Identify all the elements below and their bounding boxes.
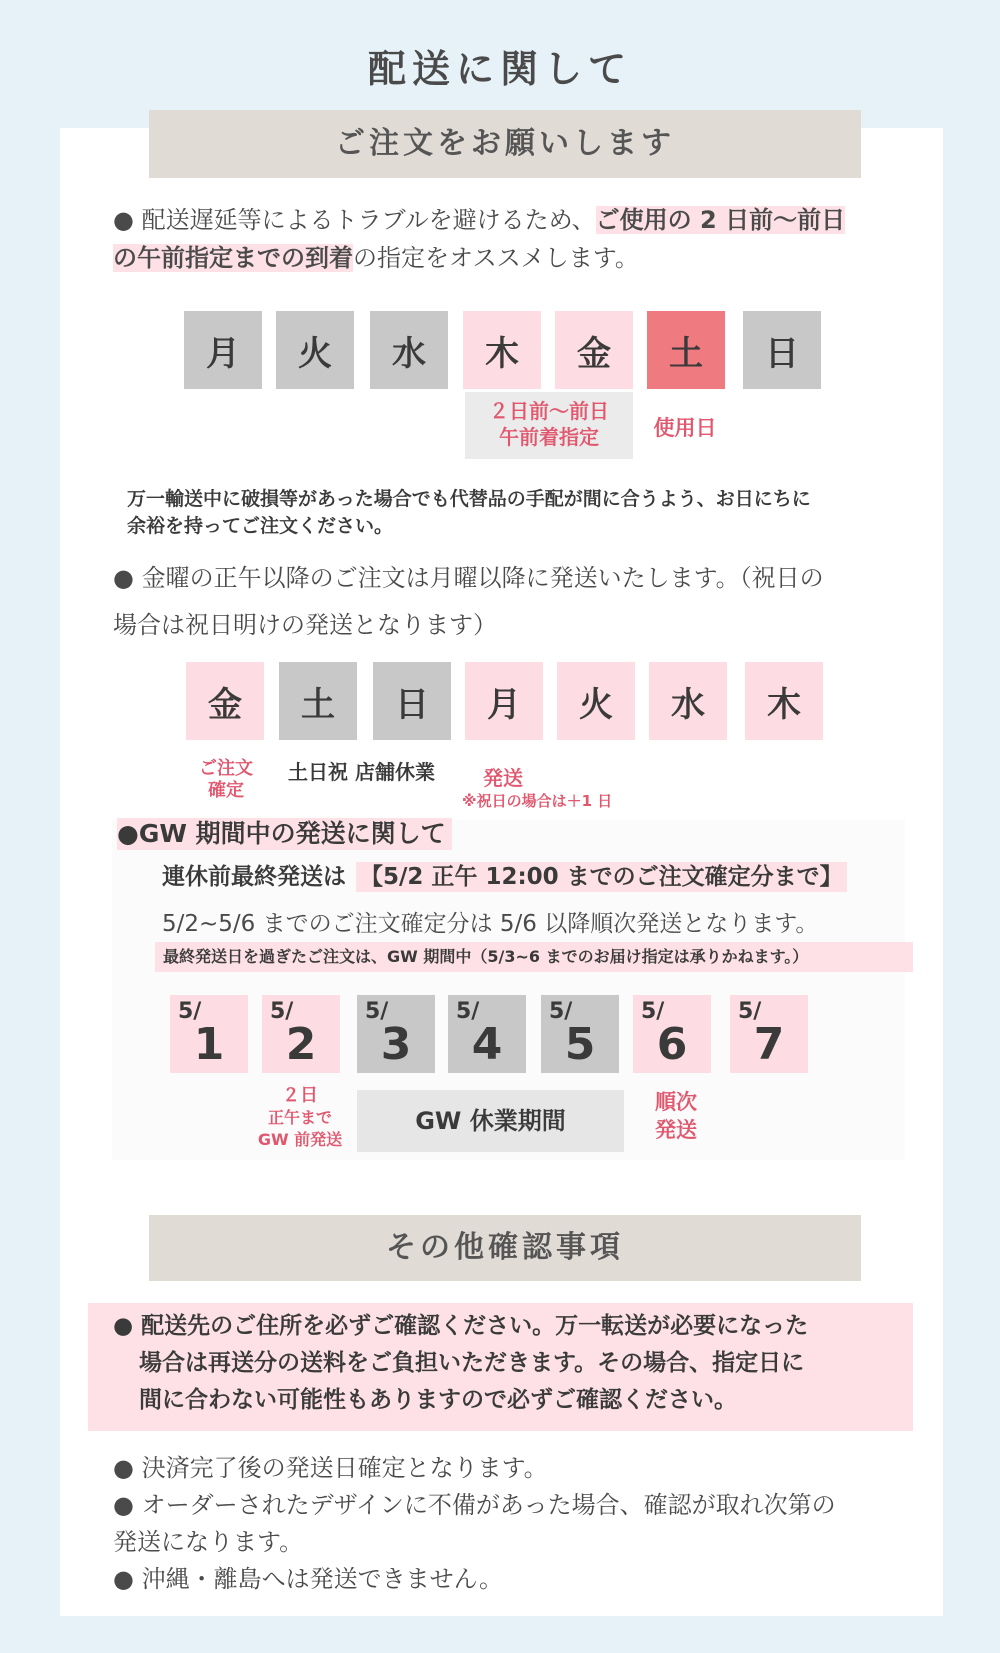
gw-date-month: 5/ xyxy=(270,999,294,1024)
friday-paragraph-line1: ● 金曜の正午以降のご注文は月曜以降に発送いたします。（祝日の xyxy=(113,564,824,592)
weekday-box-shipping-0: 金 xyxy=(186,662,264,740)
gw-date-box-4 xyxy=(448,995,526,1073)
gw-sequential-shipping-note: 5/2~5/6 までのご注文確定分は 5/6 以降順次発送となります。 xyxy=(162,911,819,937)
weekday-box-usage-6: 日 xyxy=(743,311,821,389)
ship-label: 発送 xyxy=(483,766,523,790)
gw-date-month: 5/ xyxy=(456,999,480,1024)
weekday-box-usage-2: 水 xyxy=(370,311,448,389)
order-paragraph-line2-highlight: の午前指定までの到着 xyxy=(113,244,353,272)
weekday-box-usage-4: 金 xyxy=(555,311,633,389)
order-paragraph-line2 xyxy=(113,238,639,273)
order-paragraph-line2-plain: の指定をオススメします。 xyxy=(353,244,639,272)
gw-date-day: 5 xyxy=(564,1019,596,1070)
gw-date-box-6 xyxy=(633,995,711,1073)
gw-date-month: 5/ xyxy=(365,999,389,1024)
note-okinawa: ● 沖縄・離島へは発送できません。 xyxy=(113,1565,504,1593)
weekday-box-usage-5: 土 xyxy=(647,311,725,389)
gw-date-box-7 xyxy=(730,995,808,1073)
gw-date-box-2 xyxy=(262,995,340,1073)
gw-date-day: 6 xyxy=(656,1019,688,1070)
gw-date-box-5 xyxy=(541,995,619,1073)
gw-date-day: 4 xyxy=(471,1019,503,1070)
gw-pre-holiday-note xyxy=(250,1085,350,1151)
address-warning-line3: 間に合わない可能性もありますので必ずご確認ください。 xyxy=(139,1387,737,1413)
friday-paragraph-line2: 場合は祝日明けの発送となります） xyxy=(113,611,497,639)
two-days-before-note-line2: 午前着指定 xyxy=(499,425,599,449)
gw-delivery-restriction: 最終発送日を過ぎたご注文は、GW 期間中（5/3~6 までのお届け指定は承りかねます。） xyxy=(155,942,913,972)
weekday-box-shipping-6: 木 xyxy=(745,662,823,740)
section-banner-other: その他確認事項 xyxy=(149,1215,861,1281)
weekday-box-shipping-4: 火 xyxy=(557,662,635,740)
weekday-box-usage-3: 木 xyxy=(463,311,541,389)
store-closed-label: 土日祝 店舗休業 xyxy=(288,760,435,784)
gw-sequential-label-line1: 順次 xyxy=(655,1090,697,1114)
gw-heading: ●GW 期間中の発送に関して xyxy=(117,818,452,850)
gw-holiday-period: GW 休業期間 xyxy=(357,1090,624,1152)
order-paragraph-line1 xyxy=(113,200,845,235)
gw-last-shipping xyxy=(162,860,847,894)
two-days-before-note xyxy=(465,398,633,450)
two-days-before-note-line1: ２日前〜前日 xyxy=(489,399,609,423)
gw-date-box-1 xyxy=(170,995,248,1073)
gw-date-month: 5/ xyxy=(641,999,665,1024)
address-warning-text xyxy=(113,1308,808,1419)
section-banner-order: ご注文をお願いします xyxy=(149,110,861,178)
damage-note-line1: 万一輸送中に破損等があった場合でも代替品の手配が間に合うよう、お日にちに xyxy=(127,488,811,510)
weekday-box-shipping-5: 水 xyxy=(649,662,727,740)
order-confirm-label xyxy=(186,758,266,802)
weekday-box-shipping-1: 土 xyxy=(279,662,357,740)
gw-date-box-3 xyxy=(357,995,435,1073)
gw-date-month: 5/ xyxy=(549,999,573,1024)
gw-pre-holiday-note-line2: 正午まで xyxy=(267,1108,332,1127)
order-paragraph-line1-plain: ● 配送遅延等によるトラブルを避けるため、 xyxy=(113,206,596,234)
note-design-defect-line1: ● オーダーされたデザインに不備があった場合、確認が取れ次第の xyxy=(113,1491,836,1519)
note-design-defect-line2: 発送になります。 xyxy=(113,1528,304,1556)
gw-date-day: 7 xyxy=(753,1019,785,1070)
other-notes xyxy=(113,1450,836,1598)
weekday-box-shipping-3: 月 xyxy=(465,662,543,740)
address-warning-line2: 場合は再送分の送料をご負担いただきます。その場合、指定日に xyxy=(139,1350,805,1376)
gw-pre-holiday-note-line1: ２日 xyxy=(282,1085,318,1106)
gw-date-month: 5/ xyxy=(738,999,762,1024)
order-paragraph-line1-highlight: ご使用の 2 日前〜前日 xyxy=(595,206,846,234)
order-confirm-label-line1: ご注文 xyxy=(199,758,253,779)
gw-sequential-label xyxy=(636,1088,716,1144)
page-title: 配送に関して xyxy=(367,47,632,91)
gw-date-month: 5/ xyxy=(178,999,202,1024)
gw-last-shipping-label: 連休前最終発送は xyxy=(162,864,346,890)
address-warning-line1: ● 配送先のご住所を必ずご確認ください。万一転送が必要になった xyxy=(113,1313,809,1339)
weekday-box-shipping-2: 日 xyxy=(373,662,451,740)
gw-sequential-label-line2: 発送 xyxy=(655,1118,697,1142)
gw-last-shipping-deadline: 【5/2 正午 12:00 までのご注文確定分まで】 xyxy=(356,862,847,892)
damage-note-line2: 余裕を持ってご注文ください。 xyxy=(127,515,394,537)
weekday-box-usage-1: 火 xyxy=(276,311,354,389)
gw-date-day: 3 xyxy=(380,1019,412,1070)
weekday-box-usage-0: 月 xyxy=(184,311,262,389)
ship-holiday-note: ※祝日の場合は＋1 日 xyxy=(462,792,613,810)
note-payment: ● 決済完了後の発送日確定となります。 xyxy=(113,1454,548,1482)
order-confirm-label-line2: 確定 xyxy=(208,780,244,801)
gw-date-day: 1 xyxy=(193,1019,225,1070)
usage-day-label: 使用日 xyxy=(653,416,717,440)
gw-pre-holiday-note-line3: GW 前発送 xyxy=(257,1130,343,1149)
gw-date-day: 2 xyxy=(285,1019,317,1070)
